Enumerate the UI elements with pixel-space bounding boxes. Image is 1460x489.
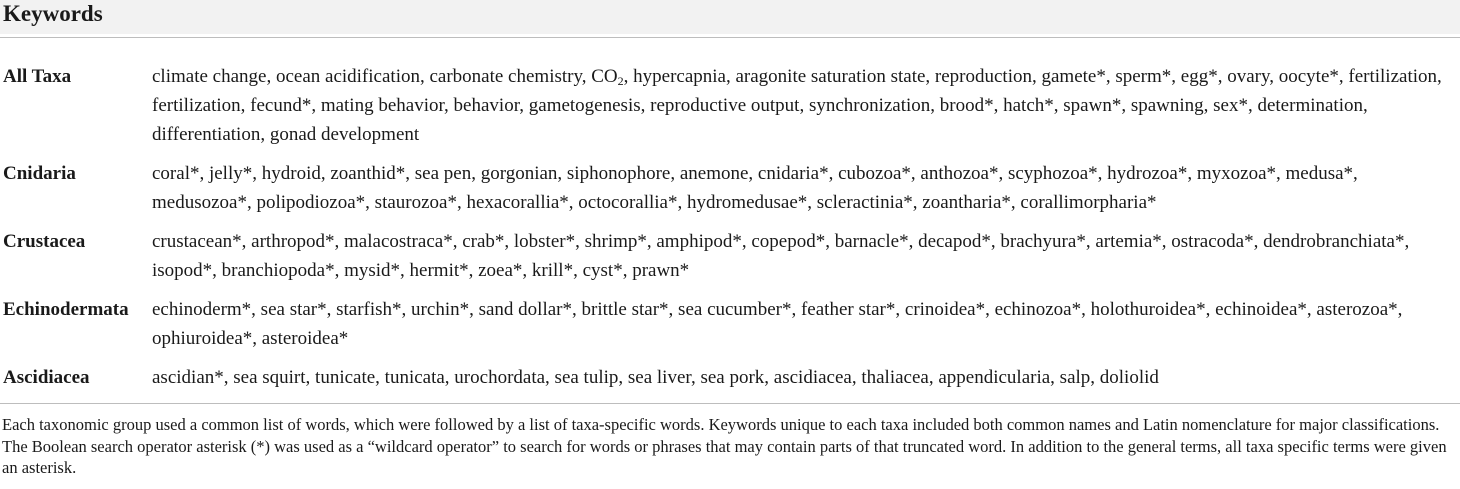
row-label-crustacea: Crustacea bbox=[3, 231, 86, 252]
table-header-row bbox=[0, 0, 1460, 34]
row-keywords-crustacea: crustacean*, arthropod*, malacostraca*, crab*, lobster*, shrimp*, amphipod*, copepod*, barnacle*, decapod*, brachyura*, artemia*, ostracoda*, dendrobranchiata*, isopod*, branchiopoda*, mysid*, hermit*, zoea*, krill*, cyst*, prawn* bbox=[152, 231, 1410, 281]
table-row-all-taxa bbox=[0, 62, 1460, 149]
row-label-cnidaria: Cnidaria bbox=[3, 163, 76, 184]
top-rule bbox=[0, 37, 1460, 38]
table-row-crustacea bbox=[0, 227, 1460, 285]
row-label-echinodermata: Echinodermata bbox=[3, 299, 129, 320]
table-row-cnidaria bbox=[0, 159, 1460, 217]
row-keywords-cnidaria: coral*, jelly*, hydroid, zoanthid*, sea pen, gorgonian, siphonophore, anemone, cnidaria*, cubozoa*, anthozoa*, scyphozoa*, hydrozoa*, myxozoa*, medusa*, medusozoa*, polipodiozoa*, staurozoa*, hexacorallia*, octocorallia*, hydromedusae*, scleractinia*, zoantharia*, corallimorpharia* bbox=[152, 163, 1358, 213]
table-row-echinodermata bbox=[0, 295, 1460, 353]
table-body bbox=[0, 62, 1460, 402]
table-footnote: Each taxonomic group used a common list of words, which were followed by a list of taxa-specific words. Keywords unique to each taxa included both common names and Latin nomenclature for major classifications. The Boolean search operator asterisk (*) was used as a “wildcard operator” to search for words or phrases that may contain parts of that truncated word. In addition to the general terms, all taxa specific terms were given an asterisk. bbox=[2, 415, 1447, 477]
bottom-rule bbox=[0, 403, 1460, 404]
row-label-all-taxa: All Taxa bbox=[3, 66, 72, 87]
table-title: Keywords bbox=[3, 1, 103, 26]
table-row-ascidiacea bbox=[0, 363, 1460, 392]
row-keywords-echinodermata: echinoderm*, sea star*, starfish*, urchin*, sand dollar*, brittle star*, sea cucumber*, feather star*, crinoidea*, echinozoa*, holothuroidea*, echinoidea*, asterozoa*, ophiuroidea*, asteroidea* bbox=[152, 299, 1403, 349]
row-label-ascidiacea: Ascidiacea bbox=[3, 367, 90, 388]
keywords-part-1: climate change, ocean acidification, carbonate chemistry, CO bbox=[152, 66, 618, 87]
row-keywords-ascidiacea: ascidian*, sea squirt, tunicate, tunicata, urochordata, sea tulip, sea liver, sea pork, ascidiacea, thaliacea, appendicularia, salp, doliolid bbox=[152, 367, 1159, 388]
co2-subscript: 2 bbox=[617, 74, 624, 88]
row-keywords-all-taxa bbox=[152, 62, 1460, 149]
keywords-part-2: , hypercapnia, aragonite saturation state, reproduction, gamete*, sperm*, egg*, ovary, oocyte*, fertilization, fertilization, fecund*, mating behavior, behavior, gametogenesis, reproductive output, synchronization, brood*, hatch*, spawn*, spawning, sex*, determination, differentiation, gonad development bbox=[152, 66, 1442, 145]
